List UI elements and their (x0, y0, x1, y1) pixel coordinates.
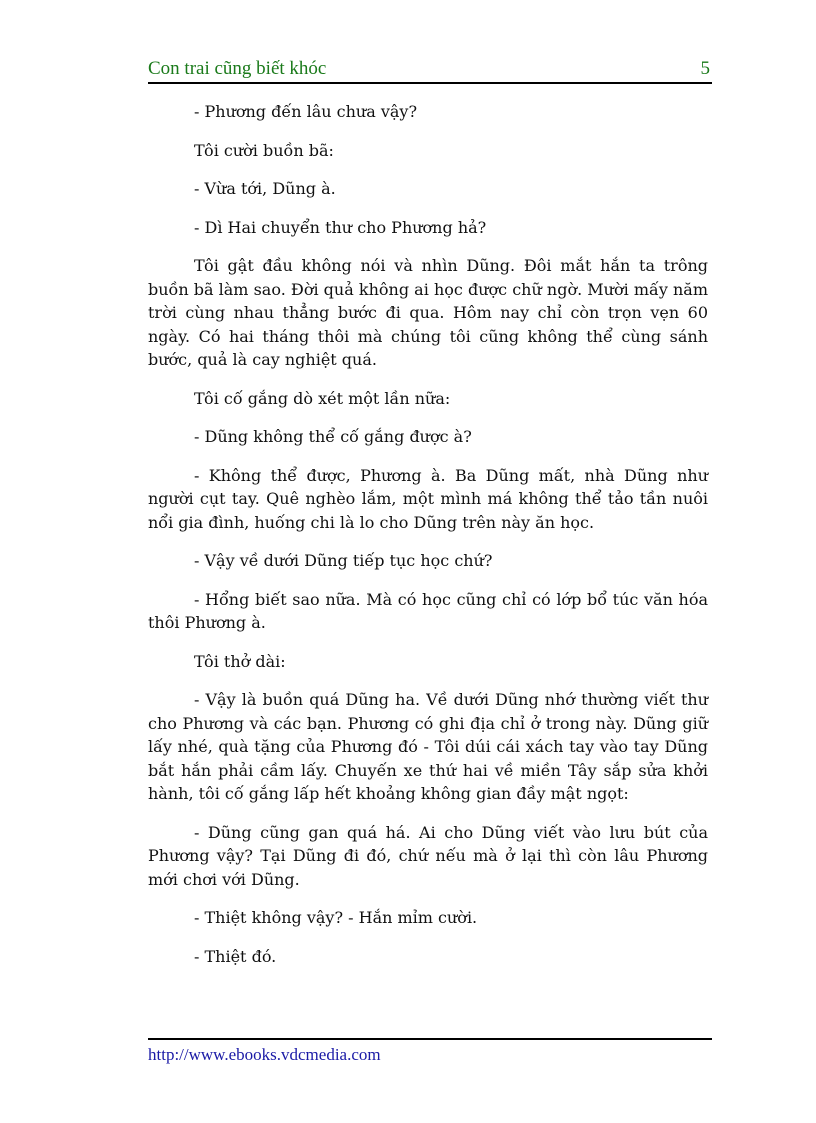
footer-divider (148, 1038, 712, 1040)
page-body (148, 100, 708, 983)
paragraph: - Thiệt không vậy? - Hắn mỉm cười. (194, 908, 478, 927)
page-header (148, 58, 712, 84)
paragraph: Tôi gật đầu không nói và nhìn Dũng. Đôi mắt hắn ta trông buồn bã làm sao. Đời quả không ai học được chữ ngờ. Mười mấy năm trời cùng nhau thẳng bước đi qua. Hôm nay chỉ còn trọn vẹn 60 ngày. Có hai tháng thôi mà chúng tôi cũng không thể cùng sánh bước, quả là cay nghiệt quá. (148, 256, 708, 369)
paragraph: Tôi thở dài: (194, 651, 286, 671)
paragraph: - Vậy về dưới Dũng tiếp tục học chứ? (194, 551, 493, 570)
paragraph: - Thiệt đó. (194, 946, 277, 966)
book-title: Con trai cũng biết khóc (148, 58, 327, 79)
paragraph: - Hổng biết sao nữa. Mà có học cũng chỉ có lớp bổ túc văn hóa thôi Phương à. (148, 589, 708, 632)
paragraph: - Phương đến lâu chưa vậy? (194, 102, 418, 121)
paragraph: - Vừa tới, Dũng à. (194, 179, 336, 198)
paragraph: - Dì Hai chuyển thư cho Phương hả? (194, 217, 487, 237)
page-number: 5 (700, 58, 710, 79)
paragraph: - Dũng không thể cố gắng được à? (194, 427, 472, 446)
paragraph: Tôi cố gắng dò xét một lần nữa: (194, 388, 451, 408)
paragraph: - Vậy là buồn quá Dũng ha. Về dưới Dũng nhớ thường viết thư cho Phương và các bạn. Phương có ghi địa chỉ ở trong này. Dũng giữ lấy nhé, quà tặng của Phương đó - Tôi dúi cái xách tay vào tay Dũng bắt hắn phải cầm lấy. Chuyến xe thứ hai về miền Tây sắp sửa khởi hành, tôi cố gắng lấp hết khoảng không gian đầy mật ngọt: (148, 690, 708, 803)
paragraph: Tôi cười buồn bã: (194, 140, 334, 160)
paragraph: - Không thể được, Phương à. Ba Dũng mất, nhà Dũng như người cụt tay. Quê nghèo lắm, một mình má không thể tảo tần nuôi nổi gia đình, huống chi là lo cho Dũng trên này ăn học. (148, 465, 708, 532)
footer-link[interactable]: http://www.ebooks.vdcmedia.com (148, 1045, 381, 1064)
paragraph: - Dũng cũng gan quá há. Ai cho Dũng viết vào lưu bút của Phương vậy? Tại Dũng đi đó, chứ nếu mà ở lại thì còn lâu Phương mới chơi với Dũng. (148, 822, 708, 889)
